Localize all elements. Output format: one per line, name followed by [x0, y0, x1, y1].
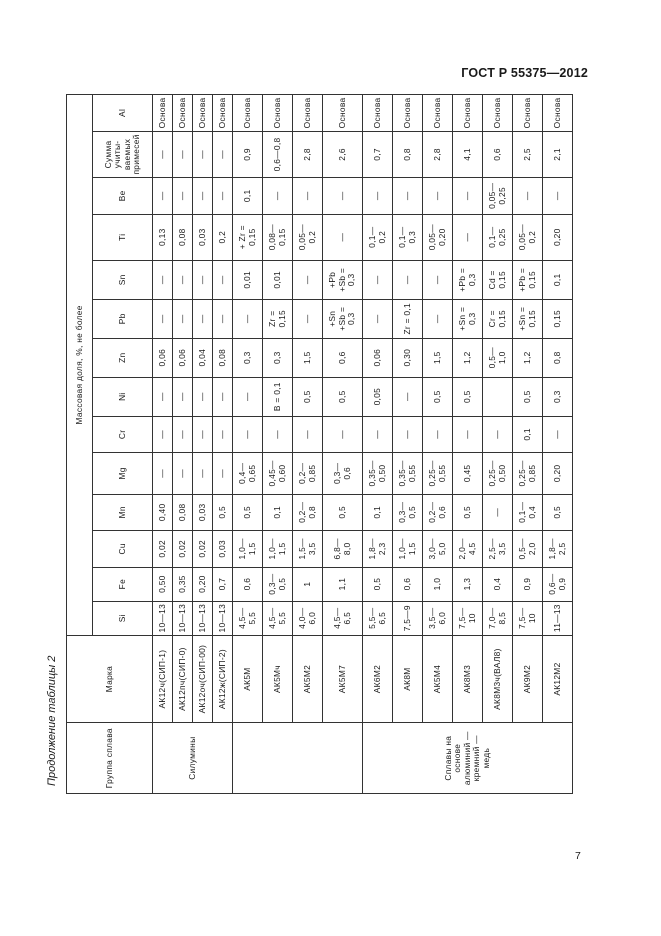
value-cell: 0,5 — [513, 377, 543, 416]
value-cell: 0,7 — [363, 131, 393, 177]
value-cell: — — [193, 416, 213, 453]
value-cell: 0,5 — [453, 377, 483, 416]
value-cell: 10—13 — [213, 601, 233, 635]
value-cell: 0,02 — [173, 531, 193, 568]
value-cell: — — [323, 214, 363, 260]
value-cell: 1,1 — [323, 567, 363, 601]
value-cell: — — [453, 214, 483, 260]
value-cell: 2,8 — [423, 131, 453, 177]
value-cell: — — [423, 299, 453, 338]
value-cell: 0,03 — [193, 214, 213, 260]
value-cell: 0,20 — [543, 214, 573, 260]
value-cell: 0,3 — [233, 338, 263, 377]
value-cell: — — [173, 453, 193, 494]
value-cell: 0,5 — [323, 377, 363, 416]
value-cell: 0,5— 1,0 — [483, 338, 513, 377]
value-cell: 0,3— 0,5 — [393, 494, 423, 531]
grade-cell: АК8М3ч(ВАЛ8) — [483, 635, 513, 723]
value-cell: — — [293, 416, 323, 453]
grade-cell: АК12пч(СИП-0) — [173, 635, 193, 723]
header-element: Сумма учиты-ваемых примесей — [93, 131, 153, 177]
header-element: Ni — [93, 377, 153, 416]
value-cell: 0,05— 0,20 — [423, 214, 453, 260]
table-caption: Продолжение таблицы 2 — [46, 655, 58, 786]
value-cell: — — [363, 299, 393, 338]
value-cell: 1,3 — [453, 567, 483, 601]
grade-cell: АК8М — [393, 635, 423, 723]
value-cell: 0,1— 0,2 — [363, 214, 393, 260]
value-cell: 1,0— 1,5 — [233, 531, 263, 568]
value-cell: 2,1 — [543, 131, 573, 177]
value-cell: 0,03 — [213, 531, 233, 568]
value-cell: — — [423, 416, 453, 453]
value-cell: Основа — [393, 95, 423, 132]
table-row — [213, 95, 233, 794]
value-cell: 1,0— 1,5 — [263, 531, 293, 568]
value-cell: 0,6 — [483, 131, 513, 177]
value-cell: — — [263, 416, 293, 453]
header-element: Si — [93, 601, 153, 635]
header-element: Ti — [93, 214, 153, 260]
table-row — [323, 95, 363, 794]
grade-cell: АК5М7 — [323, 635, 363, 723]
value-cell: 0,30 — [393, 338, 423, 377]
grade-cell: АК5М4 — [423, 635, 453, 723]
value-cell: Основа — [363, 95, 393, 132]
value-cell: — — [543, 416, 573, 453]
value-cell: 7,5—9 — [393, 601, 423, 635]
value-cell: — — [153, 260, 173, 299]
value-cell: 0,01 — [233, 260, 263, 299]
value-cell: 0,05 — [363, 377, 393, 416]
value-cell: 4,5— 5,5 — [233, 601, 263, 635]
value-cell: — — [193, 377, 213, 416]
value-cell: — — [513, 178, 543, 215]
value-cell: — — [173, 178, 193, 215]
value-cell: 0,02 — [193, 531, 213, 568]
value-cell: Cr = 0,15 — [483, 299, 513, 338]
table-row — [423, 95, 453, 794]
value-cell: 0,20 — [543, 453, 573, 494]
value-cell: — — [213, 260, 233, 299]
value-cell: 0,15 — [543, 299, 573, 338]
value-cell: — — [213, 453, 233, 494]
value-cell: 7,5—10 — [453, 601, 483, 635]
value-cell: — — [173, 131, 193, 177]
value-cell: 0,2 — [213, 214, 233, 260]
grade-cell: АК8М3 — [453, 635, 483, 723]
value-cell: 0,06 — [363, 338, 393, 377]
value-cell: 5,5— 6,5 — [363, 601, 393, 635]
grade-cell: АК12ч(СИП-1) — [153, 635, 173, 723]
value-cell: 7,5—10 — [513, 601, 543, 635]
group-cell: Силумины — [153, 723, 233, 794]
value-cell: 11—13 — [543, 601, 573, 635]
value-cell: — — [483, 416, 513, 453]
value-cell: +Pb = 0,3 — [453, 260, 483, 299]
header-element: Mg — [93, 453, 153, 494]
value-cell: — — [193, 131, 213, 177]
table-row — [393, 95, 423, 794]
document-header: ГОСТ Р 55375—2012 — [461, 66, 588, 80]
value-cell: 0,1— 0,4 — [513, 494, 543, 531]
value-cell: — — [543, 178, 573, 215]
value-cell: Основа — [193, 95, 213, 132]
value-cell: 10—13 — [173, 601, 193, 635]
table-row — [193, 95, 213, 794]
value-cell: 0,4— 0,65 — [233, 453, 263, 494]
value-cell: 4,0— 6,0 — [293, 601, 323, 635]
value-cell: 1,8— 2,3 — [363, 531, 393, 568]
value-cell: 0,25— 0,85 — [513, 453, 543, 494]
value-cell: — — [233, 299, 263, 338]
value-cell: 10—13 — [153, 601, 173, 635]
value-cell: 0,5 — [233, 494, 263, 531]
value-cell: 0,02 — [153, 531, 173, 568]
value-cell: — — [453, 416, 483, 453]
value-cell: 4,5— 5,5 — [263, 601, 293, 635]
value-cell: — — [323, 178, 363, 215]
value-cell: 4,5— 6,5 — [323, 601, 363, 635]
value-cell: 1,2 — [513, 338, 543, 377]
table-row — [153, 95, 173, 794]
grade-cell: АК6М2 — [363, 635, 393, 723]
value-cell: 1,5 — [293, 338, 323, 377]
value-cell: — — [363, 178, 393, 215]
value-cell: 0,5 — [293, 377, 323, 416]
value-cell: 0,8 — [393, 131, 423, 177]
header-mass-fraction: Массовая доля, %, не более — [67, 95, 93, 636]
value-cell: 0,5 — [543, 494, 573, 531]
value-cell: 0,01 — [263, 260, 293, 299]
value-cell: 0,2— 0,6 — [423, 494, 453, 531]
value-cell: 0,20 — [193, 567, 213, 601]
value-cell: — — [153, 453, 173, 494]
value-cell: 0,7 — [213, 567, 233, 601]
value-cell: +Pb +Sb = 0,3 — [323, 260, 363, 299]
value-cell: — — [393, 260, 423, 299]
header-element: Zn — [93, 338, 153, 377]
value-cell: 3,5— 6,0 — [423, 601, 453, 635]
grade-cell: АК12М2 — [543, 635, 573, 723]
value-cell: 0,35— 0,50 — [363, 453, 393, 494]
value-cell: Основа — [543, 95, 573, 132]
value-cell: 0,05— 0,25 — [483, 178, 513, 215]
value-cell: — — [193, 453, 213, 494]
value-cell: — — [423, 178, 453, 215]
value-cell: +Sn = 0,3 — [453, 299, 483, 338]
value-cell: 0,3 — [263, 338, 293, 377]
value-cell: — — [423, 260, 453, 299]
value-cell: — — [363, 416, 393, 453]
value-cell: 0,25— 0,50 — [483, 453, 513, 494]
value-cell: 0,5— 2,0 — [513, 531, 543, 568]
value-cell: 2,5 — [513, 131, 543, 177]
header-element: Cr — [93, 416, 153, 453]
value-cell: — — [293, 299, 323, 338]
value-cell: Основа — [323, 95, 363, 132]
value-cell: 2,0— 4,5 — [453, 531, 483, 568]
value-cell: 0,5 — [213, 494, 233, 531]
value-cell: — — [153, 416, 173, 453]
value-cell: Основа — [513, 95, 543, 132]
value-cell: Основа — [423, 95, 453, 132]
value-cell: 0,40 — [153, 494, 173, 531]
value-cell: — — [213, 178, 233, 215]
value-cell: 1,0— 1,5 — [393, 531, 423, 568]
value-cell: 0,25— 0,55 — [423, 453, 453, 494]
value-cell: 3,0— 5,0 — [423, 531, 453, 568]
value-cell: — — [193, 260, 213, 299]
grade-cell: АК5М — [233, 635, 263, 723]
value-cell: 0,45 — [453, 453, 483, 494]
value-cell: 0,35 — [173, 567, 193, 601]
value-cell: Zr = 0,1 — [393, 299, 423, 338]
value-cell: Основа — [233, 95, 263, 132]
table-row — [513, 95, 543, 794]
value-cell: 0,5 — [423, 377, 453, 416]
value-cell: 0,04 — [193, 338, 213, 377]
value-cell: Основа — [293, 95, 323, 132]
table-row — [453, 95, 483, 794]
value-cell: — — [193, 299, 213, 338]
page-number: 7 — [575, 850, 581, 862]
value-cell: 0,1— 0,3 — [393, 214, 423, 260]
value-cell: — — [213, 416, 233, 453]
group-cell: Сплавы на основе алюминий — кремний — медь — [363, 723, 573, 794]
value-cell: — — [173, 416, 193, 453]
table-row — [173, 95, 193, 794]
value-cell: — — [153, 131, 173, 177]
table-row — [233, 95, 263, 794]
value-cell: 1,2 — [453, 338, 483, 377]
value-cell — [483, 377, 513, 416]
header-group: Группа сплава — [67, 723, 153, 794]
value-cell: — — [483, 494, 513, 531]
value-cell: 0,50 — [153, 567, 173, 601]
value-cell: 0,1 — [263, 494, 293, 531]
value-cell: — — [323, 416, 363, 453]
value-cell: 0,1 — [363, 494, 393, 531]
value-cell: 0,08 — [173, 494, 193, 531]
value-cell: +Sn = 0,15 — [513, 299, 543, 338]
value-cell: Основа — [483, 95, 513, 132]
value-cell: 0,05— 0,2 — [513, 214, 543, 260]
value-cell: — — [213, 131, 233, 177]
table-row — [543, 95, 573, 794]
value-cell: 0,9 — [233, 131, 263, 177]
value-cell: 0,5 — [453, 494, 483, 531]
group-cell — [233, 723, 363, 794]
value-cell: 6,8— 8,0 — [323, 531, 363, 568]
table-row — [483, 95, 513, 794]
value-cell: — — [153, 299, 173, 338]
value-cell: — — [293, 260, 323, 299]
value-cell: 0,45— 0,60 — [263, 453, 293, 494]
header-grade: Марка — [67, 635, 153, 723]
value-cell: 0,05— 0,2 — [293, 214, 323, 260]
value-cell: 0,08 — [173, 214, 193, 260]
value-cell: Основа — [453, 95, 483, 132]
value-cell: — — [453, 178, 483, 215]
header-element: Al — [93, 95, 153, 132]
value-cell: 0,06 — [153, 338, 173, 377]
header-element: Cu — [93, 531, 153, 568]
grade-cell: АК5Мч — [263, 635, 293, 723]
value-cell: — — [173, 377, 193, 416]
value-cell: 0,08 — [213, 338, 233, 377]
value-cell: + Zr = 0,15 — [233, 214, 263, 260]
value-cell: — — [393, 416, 423, 453]
composition-table — [66, 94, 573, 794]
value-cell: — — [193, 178, 213, 215]
value-cell: — — [263, 178, 293, 215]
value-cell: — — [213, 299, 233, 338]
value-cell: 0,1 — [233, 178, 263, 215]
value-cell: 0,6—0,8 — [263, 131, 293, 177]
value-cell: — — [293, 178, 323, 215]
value-cell: 0,6 — [393, 567, 423, 601]
value-cell: 0,1 — [543, 260, 573, 299]
value-cell: 0,2— 0,8 — [293, 494, 323, 531]
header-element: Mn — [93, 494, 153, 531]
value-cell: Cd = 0,15 — [483, 260, 513, 299]
value-cell: — — [173, 260, 193, 299]
grade-cell: АК9М2 — [513, 635, 543, 723]
value-cell: — — [213, 377, 233, 416]
value-cell: Zr = 0,15 — [263, 299, 293, 338]
value-cell: 1,8— 2,5 — [543, 531, 573, 568]
value-cell: Основа — [153, 95, 173, 132]
value-cell: 0,5 — [363, 567, 393, 601]
table-row — [263, 95, 293, 794]
value-cell: 0,08— 0,15 — [263, 214, 293, 260]
value-cell: 0,1— 0,25 — [483, 214, 513, 260]
value-cell: 2,5— 3,5 — [483, 531, 513, 568]
grade-cell: АК12ж(СИП-2) — [213, 635, 233, 723]
value-cell: 0,1 — [513, 416, 543, 453]
value-cell: +Sn +Sb = 0,3 — [323, 299, 363, 338]
value-cell: B = 0,1 — [263, 377, 293, 416]
value-cell: 0,13 — [153, 214, 173, 260]
value-cell: 0,6 — [323, 338, 363, 377]
value-cell: Основа — [213, 95, 233, 132]
value-cell: 0,35— 0,55 — [393, 453, 423, 494]
table-row — [293, 95, 323, 794]
value-cell: 2,6 — [323, 131, 363, 177]
table-row — [363, 95, 393, 794]
value-cell: — — [393, 377, 423, 416]
value-cell: Основа — [263, 95, 293, 132]
value-cell: 0,6 — [233, 567, 263, 601]
value-cell: 0,4 — [483, 567, 513, 601]
value-cell: — — [153, 377, 173, 416]
header-element: Sn — [93, 260, 153, 299]
value-cell: 0,8 — [543, 338, 573, 377]
value-cell: 4,1 — [453, 131, 483, 177]
value-cell: Основа — [173, 95, 193, 132]
header-element: Fe — [93, 567, 153, 601]
value-cell: 0,9 — [513, 567, 543, 601]
value-cell: — — [233, 416, 263, 453]
value-cell: 1,0 — [423, 567, 453, 601]
value-cell: +Pb = 0,15 — [513, 260, 543, 299]
value-cell: 1,5 — [423, 338, 453, 377]
value-cell: 0,2— 0,85 — [293, 453, 323, 494]
value-cell: 10—13 — [193, 601, 213, 635]
grade-cell: АК5М2 — [293, 635, 323, 723]
value-cell: 0,3— 0,6 — [323, 453, 363, 494]
value-cell: — — [233, 377, 263, 416]
value-cell: 0,3— 0,5 — [263, 567, 293, 601]
value-cell: 0,6— 0,9 — [543, 567, 573, 601]
value-cell: 2,8 — [293, 131, 323, 177]
grade-cell: АК12оч(СИП-00) — [193, 635, 213, 723]
value-cell: 1 — [293, 567, 323, 601]
rotated-table-area — [38, 94, 583, 794]
value-cell: — — [173, 299, 193, 338]
value-cell: 0,06 — [173, 338, 193, 377]
value-cell: — — [363, 260, 393, 299]
value-cell: 0,3 — [543, 377, 573, 416]
value-cell: — — [153, 178, 173, 215]
value-cell: 0,03 — [193, 494, 213, 531]
header-element: Be — [93, 178, 153, 215]
value-cell: 0,5 — [323, 494, 363, 531]
header-element: Pb — [93, 299, 153, 338]
value-cell: 1,5— 3,5 — [293, 531, 323, 568]
value-cell: 7,0— 8,5 — [483, 601, 513, 635]
value-cell: — — [393, 178, 423, 215]
